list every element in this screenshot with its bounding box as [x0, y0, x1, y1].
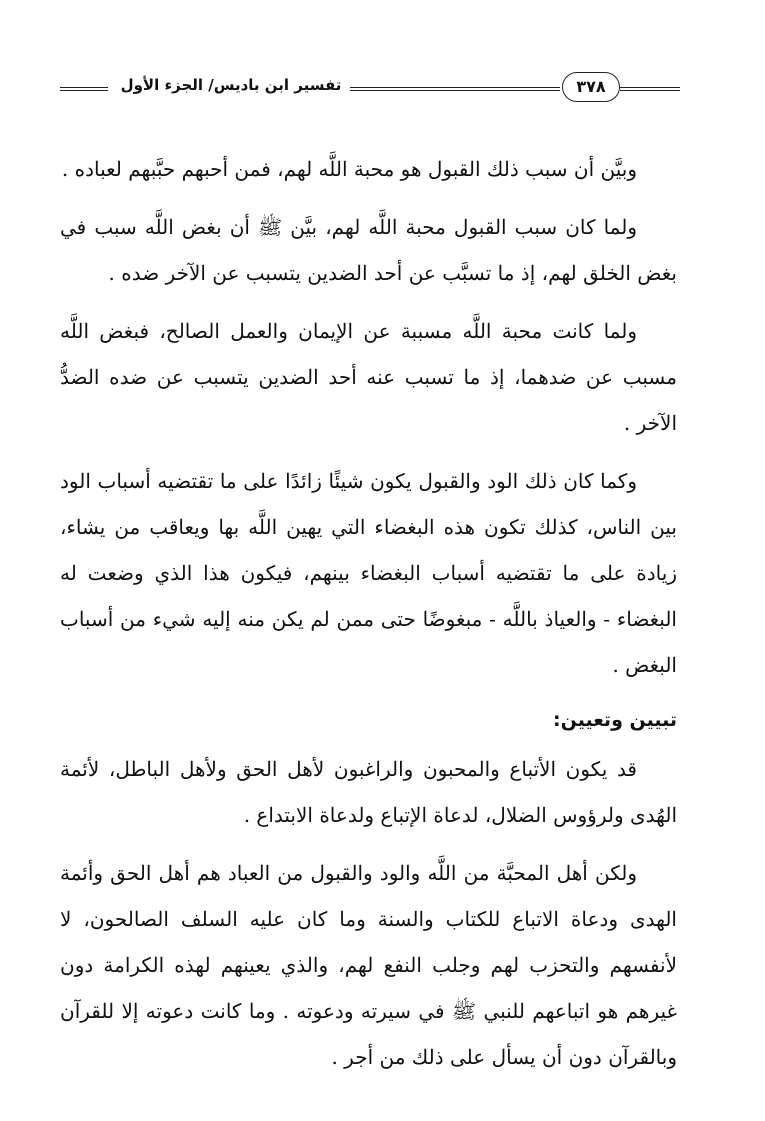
header-rule-right [620, 87, 680, 91]
running-title: تفسير ابن باديس/ الجزء الأول [120, 76, 342, 94]
page-header [60, 70, 680, 110]
section-heading: تبيين وتعيين: [553, 709, 677, 731]
header-rule-middle [350, 87, 560, 91]
paragraph: قد يكون الأتباع والمحبون والراغبون لأهل الحق ولأهل الباطل، لأئمة الهُدى ولرؤوس الضلال، لدعاة الإتباع ولدعاة الابتداع . [60, 757, 677, 827]
paragraph: ولكن أهل المحبَّة من اللَّه والود والقبول من العباد هم أهل الحق وأئمة الهدى ودعاة الاتباع للكتاب والسنة وما كان عليه السلف الصالحون، لا لأنفسهم والتحزب لهم وجلب النفع لهم، والذي يعينهم لهذه الكرامة دون غيرهم هو اتباعهم للنبي ﷺ في سيرته ودعوته . وما كانت دعوته إلا للقرآن وبالقرآن دون أن يسأل على ذلك من أجر . [60, 861, 677, 1069]
paragraph: ولما كان سبب القبول محبة اللَّه لهم، بيَّن ﷺ أن بغض اللَّه سبب في بغض الخلق لهم، إذ ما تسبَّب عن أحد الضدين يتسبب عن الآخر ضده . [60, 215, 677, 285]
paragraph: وكما كان ذلك الود والقبول يكون شيئًا زائدًا على ما تقتضيه أسباب الود بين الناس، كذلك تكون هذه البغضاء التي يهين اللَّه بها ويعاقب من يشاء، زيادة على ما تقتضيه أسباب البغضاء بينهم، فيكون هذا الذي وضعت له البغضاء - والعياذ باللَّه - مبغوضًا حتى ممن لم يكن منه إليه شيء من أسباب البغض . [60, 469, 677, 677]
header-rule-left [60, 87, 108, 91]
paragraph: ولما كانت محبة اللَّه مسببة عن الإيمان والعمل الصالح، فبغض اللَّه مسبب عن ضدهما، إذ ما تسبب عنه أحد الضدين يتسبب عن ضده الضدُّ الآخر . [60, 319, 677, 435]
paragraph: وبيَّن أن سبب ذلك القبول هو محبة اللَّه لهم، فمن أحبهم حبَّبهم لعباده . [61, 157, 637, 181]
page-number: ٣٧٨ [562, 72, 620, 102]
page-body [60, 146, 677, 1092]
